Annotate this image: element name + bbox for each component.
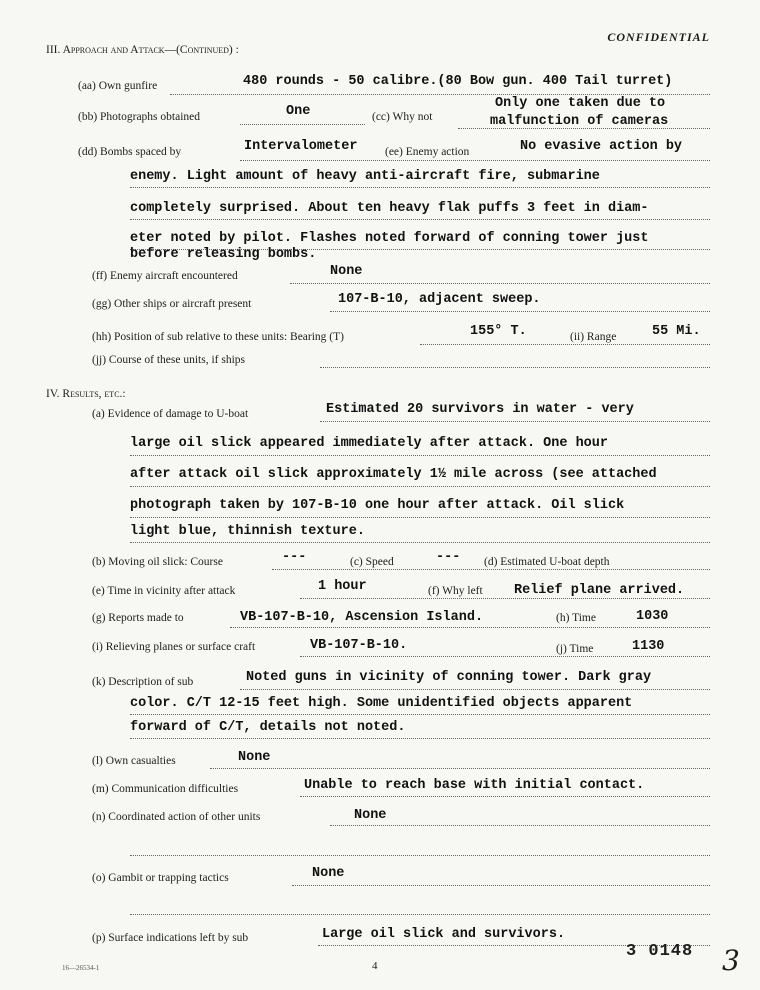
label-bb: (bb) Photographs obtained: [78, 111, 201, 123]
rule-m: [300, 796, 710, 797]
value-k-2: color. C/T 12-15 feet high. Some unidentified objects apparent: [130, 696, 633, 711]
value-k-3: forward of C/T, details not noted.: [130, 720, 406, 735]
rule-aa: [170, 94, 710, 95]
rule-o-2: [130, 914, 710, 915]
value-ee-5: before releasing bombs.: [130, 247, 317, 262]
label-ee: (ee) Enemy action: [385, 146, 470, 158]
value-ee-3: completely surprised. About ten heavy flak puffs 3 feet in diam-: [130, 201, 649, 216]
value-bb: One: [286, 104, 311, 119]
value-i: VB-107-B-10.: [310, 638, 408, 653]
label-d: (d) Estimated U-boat depth: [484, 556, 610, 568]
value-g: VB-107-B-10, Ascension Island.: [240, 610, 484, 625]
label-i: (i) Relieving planes or surface craft: [92, 641, 256, 653]
label-aa: (aa) Own gunfire: [78, 80, 158, 92]
rule-a-5: [130, 542, 710, 543]
label-o: (o) Gambit or trapping tactics: [92, 872, 229, 884]
value-hh: 155° T.: [470, 324, 527, 339]
label-f: (f) Why left: [428, 585, 483, 597]
rule-n-2: [130, 855, 710, 856]
label-b: (b) Moving oil slick: Course: [92, 556, 223, 568]
label-g: (g) Reports made to: [92, 612, 184, 624]
value-ee-1: No evasive action by: [520, 139, 683, 154]
rule-k-1: [240, 689, 710, 690]
label-ff: (ff) Enemy aircraft encountered: [92, 270, 238, 282]
rule-e: [300, 598, 710, 599]
label-j: (j) Time: [556, 643, 594, 655]
section-3-heading: III. Approach and Attack—(Continued) :: [46, 44, 239, 56]
value-a-5: light blue, thinnish texture.: [130, 524, 365, 539]
label-c: (c) Speed: [350, 556, 394, 568]
rule-hh: [420, 344, 710, 345]
value-b: ---: [282, 550, 307, 565]
rule-l: [210, 768, 710, 769]
value-ee-2: enemy. Light amount of heavy anti-aircraft fire, submarine: [130, 169, 600, 184]
rule-b: [272, 569, 710, 570]
confidential-marking: CONFIDENTIAL: [607, 30, 710, 44]
rule-a-1: [320, 421, 710, 422]
form-code: 16—26534-1: [62, 964, 100, 972]
value-ii: 55 Mi.: [652, 324, 701, 339]
label-l: (l) Own casualties: [92, 755, 176, 767]
label-h: (h) Time: [556, 612, 596, 624]
value-cc-2: malfunction of cameras: [490, 114, 669, 129]
rule-k-3: [130, 738, 710, 739]
rule-g: [230, 627, 710, 628]
label-jj: (jj) Course of these units, if ships: [92, 354, 245, 366]
value-a-3: after attack oil slick approximately 1½ mile across (see attached: [130, 467, 657, 482]
archive-stamp: 3 0148: [626, 942, 694, 961]
value-ee-4: eter noted by pilot. Flashes noted forward of conning tower just: [130, 231, 649, 246]
label-gg: (gg) Other ships or aircraft present: [92, 298, 252, 310]
value-a-1: Estimated 20 survivors in water - very: [326, 402, 634, 417]
rule-a-3: [130, 486, 710, 487]
rule-a-4: [130, 517, 710, 518]
label-ii: (ii) Range: [570, 331, 617, 343]
label-hh: (hh) Position of sub relative to these units: Bearing (T): [92, 331, 344, 343]
rule-a-2: [130, 455, 710, 456]
value-j: 1130: [632, 639, 665, 654]
value-h: 1030: [636, 609, 669, 624]
page-number: 4: [372, 960, 378, 972]
value-e: 1 hour: [318, 579, 367, 594]
label-p: (p) Surface indications left by sub: [92, 932, 249, 944]
label-dd: (dd) Bombs spaced by: [78, 146, 182, 158]
label-m: (m) Communication difficulties: [92, 783, 239, 795]
rule-bb: [240, 124, 365, 125]
value-k-1: Noted guns in vicinity of conning tower. Dark gray: [246, 670, 652, 685]
value-p: Large oil slick and survivors.: [322, 927, 566, 942]
rule-ee-1: [240, 160, 710, 161]
label-a: (a) Evidence of damage to U-boat: [92, 408, 249, 420]
rule-i: [300, 656, 710, 657]
label-k: (k) Description of sub: [92, 676, 194, 688]
value-dd: Intervalometer: [244, 139, 358, 154]
value-c: ---: [436, 550, 461, 565]
value-m: Unable to reach base with initial contact.: [304, 778, 645, 793]
rule-ee-2: [130, 187, 710, 188]
rule-gg: [330, 311, 710, 312]
label-n: (n) Coordinated action of other units: [92, 811, 261, 823]
value-ff: None: [330, 264, 363, 279]
value-l: None: [238, 750, 271, 765]
rule-n-1: [330, 825, 710, 826]
rule-jj: [320, 367, 710, 368]
value-aa: 480 rounds - 50 calibre.(80 Bow gun. 400 Tail turret): [243, 74, 673, 89]
rule-k-2: [130, 714, 710, 715]
handwritten-number: 3: [722, 944, 740, 977]
value-f: Relief plane arrived.: [514, 583, 685, 598]
rule-ff: [290, 283, 710, 284]
rule-ee-3: [130, 219, 710, 220]
value-cc-1: Only one taken due to: [495, 96, 666, 111]
value-n: None: [354, 808, 387, 823]
rule-cc: [458, 128, 710, 129]
value-a-4: photograph taken by 107-B-10 one hour after attack. Oil slick: [130, 498, 625, 513]
section-4-heading: IV. Results, etc.:: [46, 388, 126, 400]
label-e: (e) Time in vicinity after attack: [92, 585, 236, 597]
rule-o-1: [292, 885, 710, 886]
value-o: None: [312, 866, 345, 881]
label-cc: (cc) Why not: [372, 111, 433, 123]
value-gg: 107-B-10, adjacent sweep.: [338, 292, 541, 307]
value-a-2: large oil slick appeared immediately after attack. One hour: [130, 436, 608, 451]
